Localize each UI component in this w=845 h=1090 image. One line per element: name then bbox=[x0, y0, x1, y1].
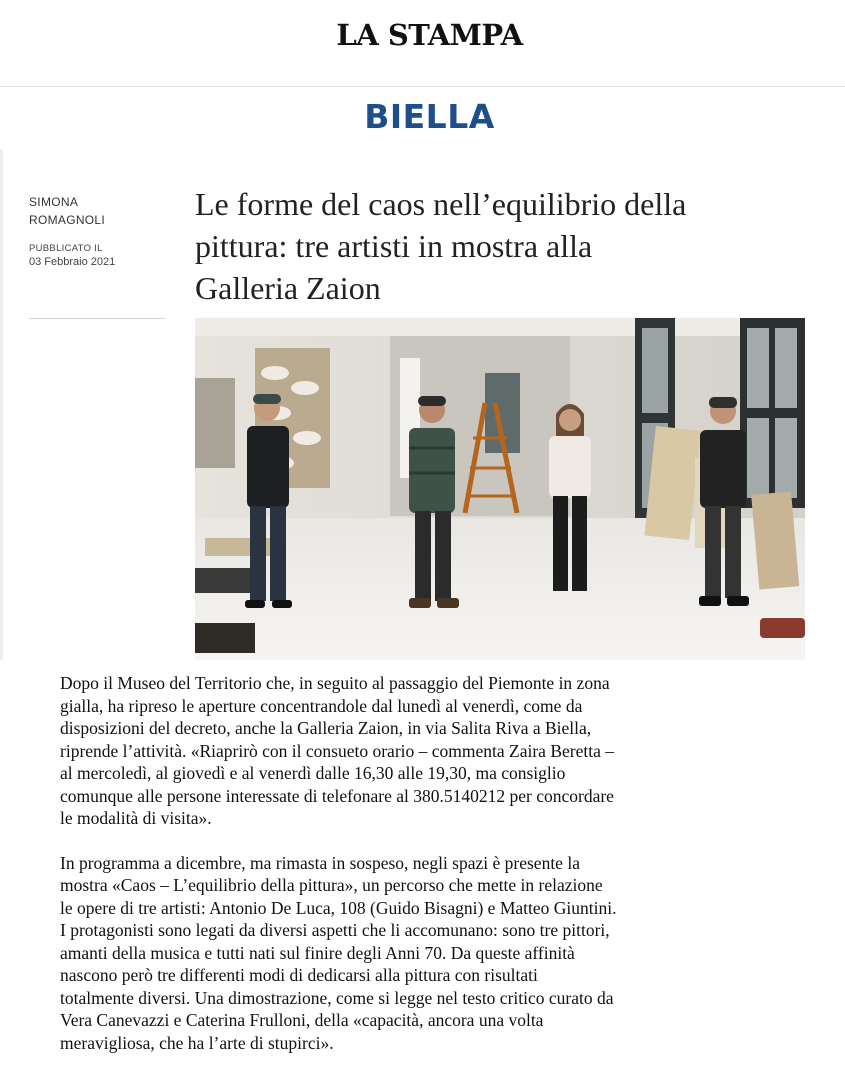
body-line: Dopo il Museo del Territorio che, in seguito al passaggio del Piemonte in zona bbox=[60, 673, 610, 693]
byline bbox=[29, 193, 169, 268]
body-line: mostra «Caos – L’equilibrio della pittura», un percorso che mette in relazione bbox=[60, 875, 603, 895]
body-line: Vera Canevazzi e Caterina Frulloni, della «capacità, ancora una volta bbox=[60, 1010, 544, 1030]
gallery-photo-icon bbox=[195, 318, 805, 660]
body-paragraph bbox=[60, 852, 800, 1055]
body-line: riprende l’attività. «Riaprirò con il consueto orario – commenta Zaira Beretta – bbox=[60, 740, 614, 761]
body-line: amanti della musica e tutti nati sul finire degli Anni 70. Da queste affinità bbox=[60, 942, 575, 963]
article-headline bbox=[195, 183, 835, 309]
author-first-name: SIMONA bbox=[29, 195, 79, 209]
article-photo[interactable] bbox=[195, 318, 805, 660]
headline-line: pittura: tre artisti in mostra alla bbox=[195, 228, 593, 264]
body-line: totalmente diversi. Una dimostrazione, come si legge nel testo critico curato da bbox=[60, 987, 614, 1008]
article-body bbox=[60, 672, 800, 1076]
body-line: le opere di tre artisti: Antonio De Luca, 108 (Guido Bisagni) e Matteo Giuntini. bbox=[60, 897, 617, 918]
body-line: meravigliosa, che ha l’arte di stupirci». bbox=[60, 1032, 334, 1053]
headline-line: Le forme del caos nell’equilibrio della bbox=[195, 186, 687, 222]
headline-line: Galleria Zaion bbox=[195, 270, 381, 306]
body-paragraph bbox=[60, 672, 800, 830]
body-line: al mercoledì, al giovedì e al venerdì dalle 16,30 alle 19,30, ma consiglio bbox=[60, 763, 566, 783]
body-line: comunque alle persone interessate di telefonare al 380.5140212 per concordare bbox=[60, 785, 614, 806]
body-line: I protagonisti sono legati da diversi aspetti che li accomunano: sono tre pittori, bbox=[60, 920, 610, 940]
body-line: nascono però tre differenti modi di dedicarsi alla pittura con risultati bbox=[60, 965, 538, 985]
la-stampa-logo[interactable]: LA STAMPA bbox=[336, 18, 523, 52]
body-line: gialla, ha ripreso le aperture concentrandole dal lunedì al venerdì, come da bbox=[60, 695, 583, 716]
left-divider bbox=[0, 150, 3, 660]
author-last-name: ROMAGNOLI bbox=[29, 213, 106, 227]
published-date: 03 Febbraio 2021 bbox=[29, 256, 116, 268]
section-title[interactable]: BIELLA bbox=[364, 97, 495, 136]
byline-divider bbox=[29, 318, 165, 319]
masthead bbox=[0, 0, 845, 87]
published-label: PUBBLICATO IL bbox=[29, 243, 103, 254]
body-line: disposizioni del decreto, anche la Galleria Zaion, in via Salita Riva a Biella, bbox=[60, 718, 592, 738]
body-line: le modalità di visita». bbox=[60, 808, 212, 828]
body-line: In programma a dicembre, ma rimasta in sospeso, negli spazi è presente la bbox=[60, 852, 580, 873]
author-name[interactable] bbox=[29, 193, 169, 229]
